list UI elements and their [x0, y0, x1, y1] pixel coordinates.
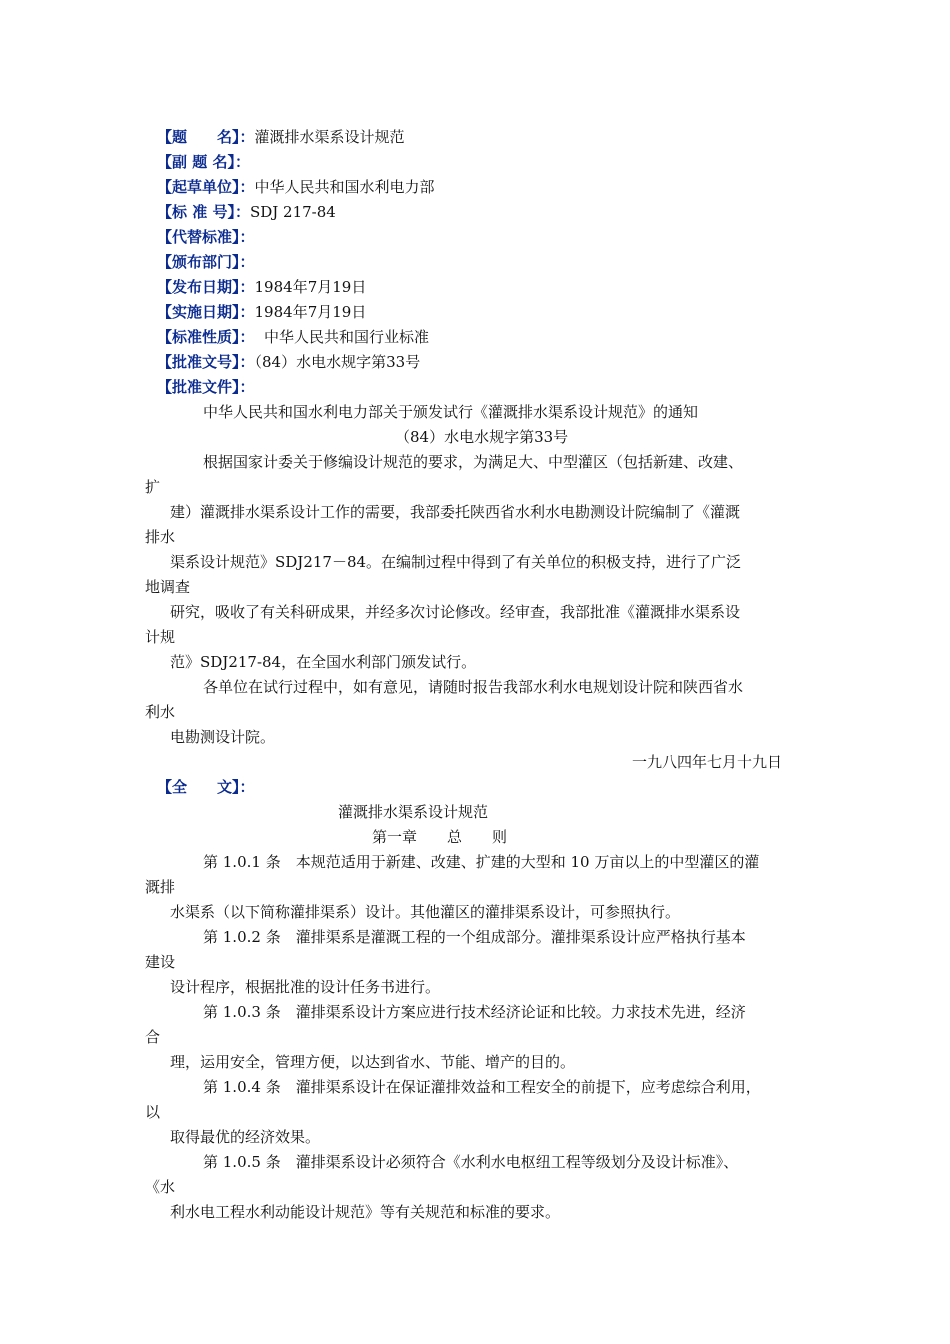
notice-line: 计规 [145, 628, 176, 646]
notice-line: 范》SDJ217-84，在全国水利部门颁发试行。 [170, 653, 477, 671]
meta-row-standard-number: 【标 准 号】：SDJ 217-84 [157, 203, 336, 221]
fulltext-title: 灌溉排水渠系设计规范 [338, 803, 489, 821]
meta-row-replaces: 【代替标准】： [157, 228, 255, 246]
article-line: 以 [145, 1103, 161, 1121]
notice-date: 一九八四年七月十九日 [632, 753, 783, 771]
notice-line: 利水 [145, 703, 176, 721]
article-line: 《水 [145, 1178, 176, 1196]
notice-line: 研究，吸收了有关科研成果，并经多次讨论修改。经审查，我部批准《灌溉排水渠系设 [170, 603, 741, 621]
meta-row-issuing-dept: 【颁布部门】： [157, 253, 255, 271]
meta-row-approval-number: 【批准文号】：（84）水电水规字第33号 [157, 353, 421, 371]
notice-title: 中华人民共和国水利电力部关于颁发试行《灌溉排水渠系设计规范》的通知 [203, 403, 699, 421]
article-line: 水渠系（以下简称灌排渠系）设计。其他灌区的灌排渠系设计，可参照执行。 [170, 903, 681, 921]
article-line: 合 [145, 1028, 161, 1046]
article-line: 第 1.0.4 条 灌排渠系设计在保证灌排效益和工程安全的前提下，应考虑综合利用， [203, 1078, 761, 1096]
notice-line: 排水 [145, 528, 176, 546]
meta-row-effective-date: 【实施日期】：1984年7月19日 [157, 303, 367, 321]
meta-row-drafter: 【起草单位】：中华人民共和国水利电力部 [157, 178, 435, 196]
notice-line: 各单位在试行过程中，如有意见，请随时报告我部水利水电规划设计院和陕西省水 [203, 678, 744, 696]
article-line: 第 1.0.1 条 本规范适用于新建、改建、扩建的大型和 10 万亩以上的中型灌区的灌 [203, 853, 760, 871]
fulltext-label: 【全 文】： [157, 778, 255, 796]
meta-row-title: 【题 名】：灌溉排水渠系设计规范 [157, 128, 405, 146]
article-line: 第 1.0.5 条 灌排渠系设计必须符合《水利水电枢纽工程等级划分及设计标准》、 [203, 1153, 739, 1171]
chapter-heading: 第一章 总 则 [372, 828, 508, 846]
notice-line: 扩 [145, 478, 161, 496]
meta-row-nature: 【标准性质】： 中华人民共和国行业标准 [157, 328, 430, 346]
article-line: 利水电工程水利动能设计规范》等有关规范和标准的要求。 [170, 1203, 561, 1221]
notice-line: 电勘测设计院。 [170, 728, 276, 746]
notice-line: 建）灌溉排水渠系设计工作的需要，我部委托陕西省水利水电勘测设计院编制了《灌溉 [170, 503, 741, 521]
article-line: 溉排 [145, 878, 176, 896]
notice-line: 根据国家计委关于修编设计规范的要求，为满足大、中型灌区（包括新建、改建、 [203, 453, 744, 471]
article-line: 设计程序，根据批准的设计任务书进行。 [170, 978, 441, 996]
article-line: 建设 [145, 953, 176, 971]
meta-row-publish-date: 【发布日期】：1984年7月19日 [157, 278, 367, 296]
notice-line: 渠系设计规范》SDJ217－84。在编制过程中得到了有关单位的积极支持，进行了广泛 [170, 553, 742, 571]
notice-number: （84）水电水规字第33号 [395, 428, 569, 446]
article-line: 第 1.0.3 条 灌排渠系设计方案应进行技术经济论证和比较。力求技术先进，经济 [203, 1003, 746, 1021]
meta-row-approval-doc: 【批准文件】： [157, 378, 255, 396]
notice-line: 地调查 [145, 578, 191, 596]
article-line: 第 1.0.2 条 灌排渠系是灌溉工程的一个组成部分。灌排渠系设计应严格执行基本 [203, 928, 746, 946]
article-line: 取得最优的经济效果。 [170, 1128, 321, 1146]
article-line: 理，运用安全，管理方便，以达到省水、节能、增产的目的。 [170, 1053, 576, 1071]
meta-row-subtitle: 【副 题 名】： [157, 153, 250, 171]
